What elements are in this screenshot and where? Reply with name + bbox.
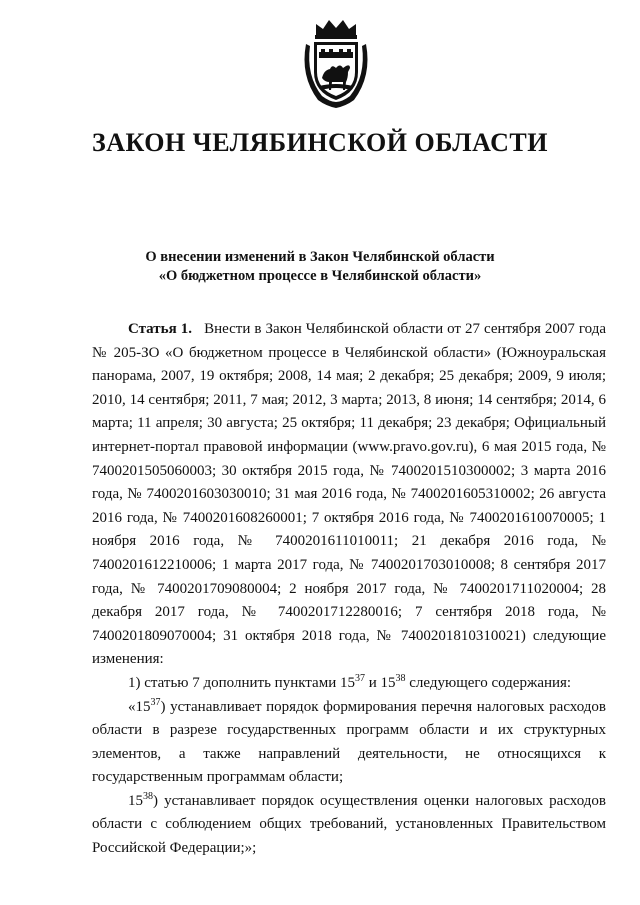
item-1-mid: и 15 [364,674,396,691]
point-15-37-sup: 37 [150,696,161,708]
point-15-37-prefix: «15 [128,698,151,715]
document-body [92,318,606,861]
item-1-suffix: следующего содержания: [405,674,572,691]
article-1-paragraph [92,318,606,672]
law-title: ЗАКОН ЧЕЛЯБИНСКОЙ ОБЛАСТИ [92,128,548,157]
point-15-38-prefix: 15 [128,792,143,809]
item-1-paragraph [92,672,606,696]
point-15-37-paragraph [92,696,606,790]
point-15-38-sup: 38 [143,790,153,802]
item-1-sup-2: 38 [395,672,406,684]
point-15-37-text: ) устанавливает порядок формирования перечня налоговых расходов области в разрезе государственных программ области и их структурных элементов, а также направлений деятельности, не относящихся к государственным программам области; [92,698,606,786]
article-1-label: Статья 1. [128,321,192,337]
subtitle-line-1: О внесении изменений в Закон Челябинской области [145,249,495,265]
item-1-prefix: 1) статью 7 дополнить пунктами 15 [128,674,355,691]
item-1-sup-1: 37 [354,672,365,684]
point-15-38-text: ) устанавливает порядок осуществления оценки налоговых расходов области с соблюдением общих требований, установленных Правительством Российской Федерации;»; [92,792,606,857]
article-1-text: Внести в Закон Челябинской области от 27 сентября 2007 года № 205-ЗО «О бюджетном процессе в Челябинской области» (Южноуральская панорама, 2007, 19 октября; 2008, 14 мая; 2 декабря; 25 декабря; 2009, 9 июля; 2010, 14 сентября; 2011, 7 мая; 2012, 3 марта; 2013, 8 июня; 14 сентября; 2014, 6 марта; 11 апреля; 30 августа; 25 октября; 11 декабря; 23 декабря; Официальный интернет-портал правовой информации (www.pravo.gov.ru), 6 мая 2015 года, № 7400201505060003; 30 октября 2015 года, № 7400201510300002; 3 марта 2016 года, № 7400201603030010; 31 мая 2016 года, № 7400201605310002; 26 августа 2016 года, № 7400201608260001; 7 октября 2016 года, № 7400201610070005; 1 ноября 2016 года, № 7400201611010011; 21 декабря 2016 года, № 7400201612210006; 1 марта 2017 года, № 7400201703010008; 8 сентября 2017 года, № 7400201709080004; 2 ноября 2017 года, № 7400201711020004; 28 декабря 2017 года, № 7400201712280016; 7 сентября 2018 года, № 7400201809070004; 31 октября 2018 года, № 7400201810310021) следующие изменения: [92,321,607,668]
point-15-38-paragraph [92,790,606,861]
chelyabinsk-coat-of-arms-emblem [296,16,376,110]
law-subtitle [0,248,640,286]
subtitle-line-2: «О бюджетном процессе в Челябинской области» [158,268,482,284]
